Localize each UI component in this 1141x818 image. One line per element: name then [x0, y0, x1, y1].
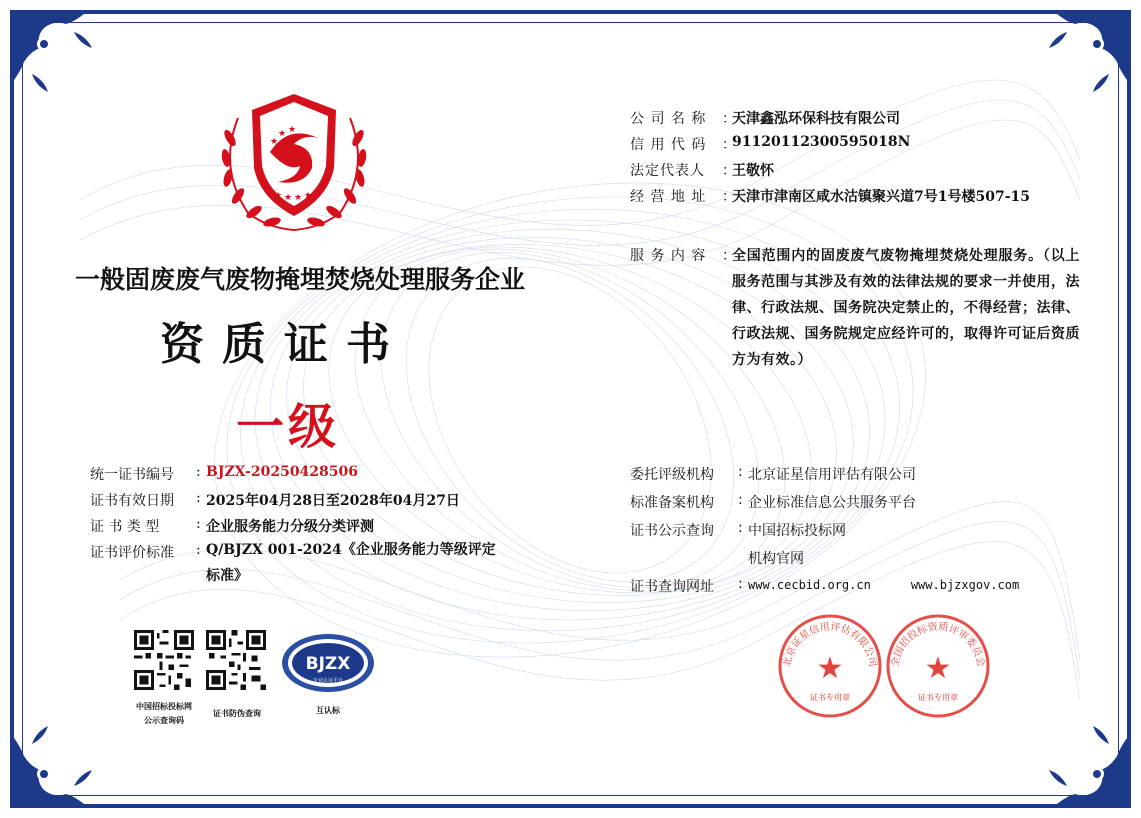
valid-date-row: 证书有效日期 : 2025年04月28日至2028年04月27日 — [90, 490, 460, 509]
svg-text:★: ★ — [270, 137, 279, 147]
official-seal-stamp — [884, 612, 992, 720]
logo-caption: 互认标 — [316, 706, 340, 715]
certificate-level: 一级 — [236, 399, 341, 455]
svg-text:★: ★ — [274, 191, 283, 201]
query-url-2[interactable]: www.bjzxgov.com — [910, 578, 1020, 592]
svg-text:★: ★ — [816, 651, 844, 686]
service-category-title: 一般固废废气废物掩埋焚烧处理服务企业 — [74, 265, 525, 294]
qr-code-icon[interactable] — [206, 630, 266, 690]
seal-2-sub: 证书专用章 — [918, 693, 958, 702]
rating-agency-value: 北京证星信用评估有限公司 — [748, 467, 916, 483]
credit-code-row: 信 用 代 码 ： 91120112300595018N — [630, 134, 911, 153]
cert-type-value: 企业服务能力分级分类评测 — [206, 519, 374, 535]
cert-type-label: 证 书 类 型 — [90, 519, 160, 535]
seal-1-sub: 证书专用章 — [810, 693, 850, 702]
valid-date-label: 证书有效日期 — [90, 493, 174, 509]
official-seal-stamp — [776, 612, 884, 720]
corner-ornament-icon — [14, 712, 106, 804]
svg-text:★: ★ — [284, 193, 293, 203]
qr-code-icon[interactable] — [134, 630, 194, 690]
credit-code-label: 信 用 代 码 — [630, 137, 707, 153]
corner-ornament-icon — [1035, 14, 1127, 106]
company-name-label: 公 司 名 称 — [630, 111, 707, 127]
query-url-row: 证书查询网址 : www.cecbid.org.cn www.bjzxgov.com — [630, 576, 1020, 595]
cert-standard-row: 证书评价标准 : Q/BJZX 001-2024《企业服务能力等级评定标准》 — [90, 542, 510, 589]
legal-rep-value: 王敬怀 — [732, 163, 774, 179]
query-url-1[interactable]: www.cecbid.org.cn — [748, 578, 871, 592]
public-query-row: 证书公示查询 : 中国招标投标网 — [630, 520, 846, 539]
address-row: 经 营 地 址 ： 天津市津南区咸水沽镇聚兴道7号1号楼507-15 — [630, 186, 1090, 212]
legal-rep-row: 法定代表人 ： 王敬怀 — [630, 160, 1090, 186]
svg-text:★: ★ — [278, 129, 287, 139]
credit-code-value: 91120112300595018N — [732, 134, 911, 150]
service-scope-row: 服 务 内 容 ： 全国范围内的固废废气废物掩埋焚烧处理服务。（以上服务范围与其涉及有效的法律法规的要求一并使用，法律、行政法规、国务院决定禁止的，不得经营；法律、行政法规、国务院规定应经许可的，取得许可证后资质方为有效。） — [630, 246, 1090, 373]
public-query-value-2: 机构官网 — [748, 551, 804, 567]
agency-info — [630, 464, 1100, 604]
legal-rep-label: 法定代表人 — [630, 163, 705, 179]
cert-standard-label: 证书评价标准 — [90, 545, 174, 561]
public-query-row-2 — [630, 548, 1100, 576]
bjzx-logo-icon — [280, 632, 376, 694]
certificate-details — [90, 464, 510, 589]
cert-number-value: BJZX-20250428506 — [206, 464, 359, 480]
bjzx-logo-subtext: 专业认证平台 — [312, 678, 344, 684]
service-scope-value: 全国范围内的固废废气废物掩埋焚烧处理服务。（以上服务范围与其涉及有效的法律法规的要求一并使用，法律、行政法规、国务院决定禁止的，不得经营；法律、行政法规、国务院规定应经许可的，取得许可证后资质方为有效。） — [732, 248, 1080, 368]
valid-date-value: 2025年04月28日至2028年04月27日 — [206, 493, 460, 509]
certificate-title: 资质证书 — [160, 319, 408, 370]
cert-number-row: 统一证书编号 : BJZX-20250428506 — [90, 464, 359, 483]
cert-type-row: 证 书 类 型 : 企业服务能力分级分类评测 — [90, 516, 374, 535]
company-name-row: 公 司 名 称 ： 天津鑫泓环保科技有限公司 — [630, 108, 1090, 134]
company-info — [630, 108, 1090, 212]
svg-text:★: ★ — [288, 125, 297, 135]
qr1-caption-line2: 公示查询码 — [144, 716, 184, 725]
shield-laurel-emblem-icon — [208, 88, 380, 238]
svg-text:★: ★ — [924, 651, 952, 686]
cert-number-label: 统一证书编号 — [90, 467, 174, 483]
public-query-label: 证书公示查询 — [630, 523, 714, 539]
filing-agency-label: 标准备案机构 — [630, 495, 714, 511]
filing-agency-row: 标准备案机构 : 企业标准信息公共服务平台 — [630, 492, 916, 511]
rating-agency-row: 委托评级机构 : 北京证星信用评估有限公司 — [630, 464, 916, 483]
corner-ornament-icon — [14, 14, 106, 106]
seal-2-name: 全国招投标资质评审委员会 — [889, 621, 987, 668]
rating-agency-label: 委托评级机构 — [630, 467, 714, 483]
seal-1-name: 北京证星信用评估有限公司 — [781, 621, 879, 668]
address-value: 天津市津南区咸水沽镇聚兴道7号1号楼507-15 — [732, 189, 1030, 205]
query-url-label: 证书查询网址 — [630, 579, 714, 595]
filing-agency-value: 企业标准信息公共服务平台 — [748, 495, 916, 511]
bjzx-logo-text: BJZX — [305, 654, 351, 674]
svg-text:★: ★ — [294, 193, 303, 203]
qr2-caption: 证书防伪查询 — [213, 709, 261, 718]
qr1-caption-line1: 中国招标投标网 — [136, 702, 192, 711]
public-query-value: 中国招标投标网 — [748, 523, 846, 539]
corner-ornament-icon — [1035, 712, 1127, 804]
cert-standard-value: Q/BJZX 001-2024《企业服务能力等级评定标准》 — [206, 542, 496, 584]
service-scope-label: 服 务 内 容 — [630, 248, 707, 264]
svg-text:★: ★ — [304, 191, 313, 201]
company-name-value: 天津鑫泓环保科技有限公司 — [732, 111, 900, 127]
address-label: 经 营 地 址 — [630, 189, 707, 205]
